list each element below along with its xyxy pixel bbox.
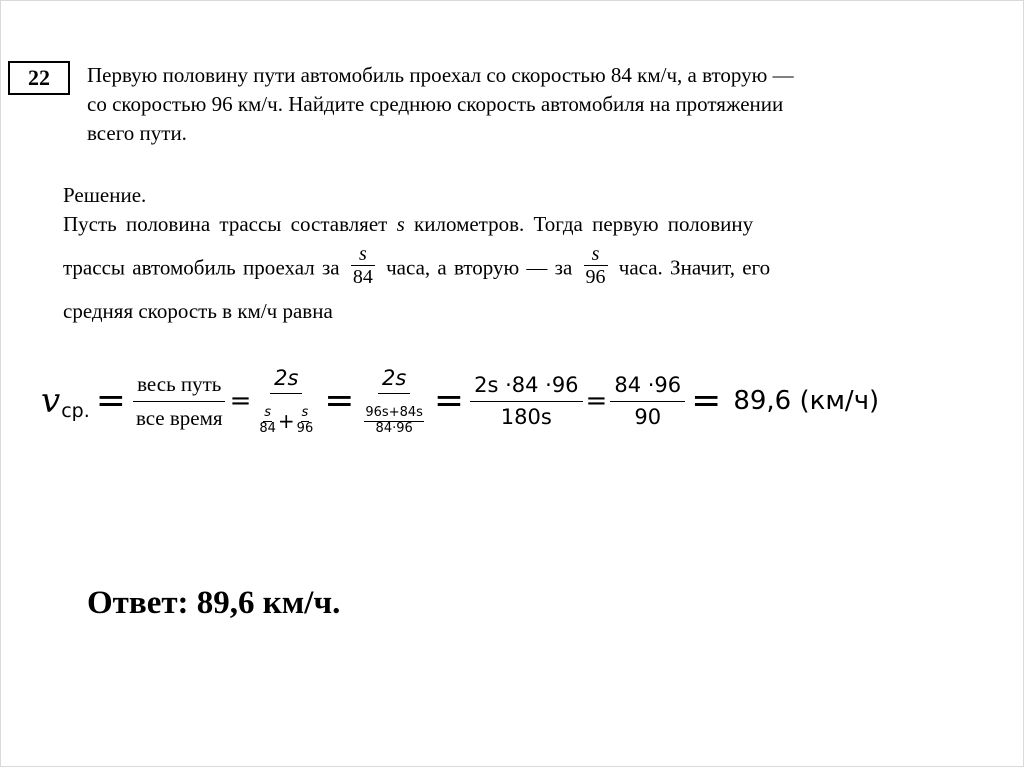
problem-number-badge: 22 [8,61,70,95]
problem-line-1: Первую половину пути автомобиль проехал со скоростью 84 км/ч, а вторую — [87,63,794,87]
equals-sign: = [433,380,465,421]
fraction-numerator: s [584,243,608,266]
velocity-symbol: v [41,381,61,421]
fraction-numerator: s [264,405,272,421]
solution-line-3: средняя скорость в км/ч равна [63,299,333,323]
answer: Ответ: 89,6 км/ч. [87,585,341,621]
fraction-numerator: 96s+84s [365,405,423,421]
fraction-step-3 [360,366,428,436]
fraction-denominator [254,394,318,436]
fraction-denominator: 84 [352,266,373,288]
problem-line-2: со скоростью 96 км/ч. Найдите среднюю скорость автомобиля на протяжении [87,92,784,116]
solution-line-2 [63,243,771,292]
velocity-subscript: ср. [61,400,90,422]
fraction-denominator: 96 [585,266,606,288]
solution-text: Пусть половина трассы составляет [63,212,388,236]
solution-text: часа, а вторую — за [386,255,573,280]
formula-result: 89,6 (км/ч) [733,386,880,416]
fraction-step-5 [610,373,685,428]
equals-sign: = [585,386,608,416]
equals-sign: = [691,380,722,421]
plus-sign: + [277,408,295,433]
compound-denominator [364,406,424,436]
fraction-denominator: 96 [296,420,314,436]
solution-text: трассы автомобиль проехал за [63,255,340,280]
equals-sign: = [95,380,126,421]
problem-line-3: всего пути. [87,121,187,145]
fraction-step-4 [470,373,582,428]
fraction-s-over-84 [258,406,277,436]
fraction-s-over-96 [584,243,608,288]
fraction-numerator: 84 ·96 [610,373,685,401]
fraction-denominator: 180s [500,404,552,429]
fraction-words [132,372,227,429]
solution-text: километров. Тогда первую половину [414,212,754,236]
equals-sign: = [229,386,252,416]
solution-line-1 [63,212,753,237]
fraction-numerator: s [301,405,309,421]
fraction-step-2 [254,366,318,436]
fraction-numerator: 2s [378,366,410,394]
solution-text: часа. Значит, его [618,255,771,280]
fraction-s-over-96 [296,406,315,436]
equals-sign: = [324,380,355,421]
fraction-denominator: 90 [634,404,662,429]
fraction-numerator: 2s [270,366,302,394]
fraction-denominator: 84 [259,420,276,436]
fraction-denominator [360,394,428,436]
fraction-numerator: весь путь [133,372,225,401]
fraction-numerator: 2s ·84 ·96 [470,373,582,401]
fraction-denominator: все время [135,405,223,430]
variable-s: s [396,212,405,236]
fraction-numerator: s [351,243,375,266]
fraction-s-over-84 [351,243,375,288]
problem-statement [87,61,917,148]
fraction-denominator: 84·96 [375,420,413,436]
average-speed-formula [41,356,879,446]
denominator-sum [258,406,314,436]
solution-heading: Решение. [63,183,147,207]
